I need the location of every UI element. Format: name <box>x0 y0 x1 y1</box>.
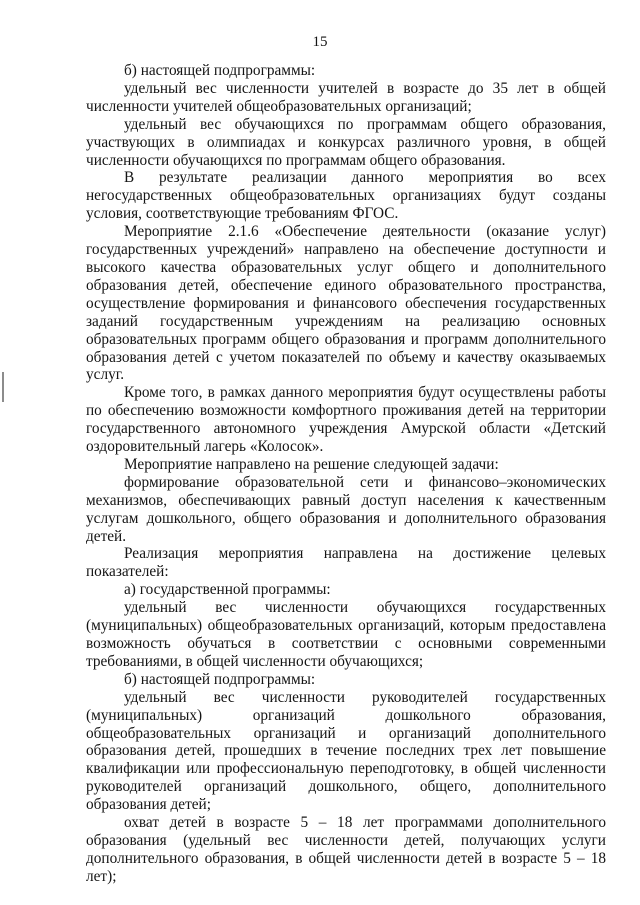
paragraph: формирование образовательной сети и финансово–экономических механизмов, обеспечивающих равный доступ населения к качественным услугам дошкольного, общего образования и дополнительного образования детей. <box>86 473 606 545</box>
paragraph: а) государственной программы: <box>124 581 331 599</box>
paragraph: Кроме того, в рамках данного мероприятия будут осуществлены работы по обеспечению возможности комфортного проживания детей на территории государственного автономного учреждения Амурской области «Детский оздоровительный лагерь «Колосок». <box>86 384 606 456</box>
paragraph: охват детей в возрасте 5 – 18 лет программами дополнительного образования (удельный вес численности детей, получающих услуги дополнительного образования, в общей численности детей в возрасте 5 – 18 лет); <box>86 814 606 885</box>
body-text <box>86 62 606 886</box>
paragraph: удельный вес численности руководителей государственных (муниципальных) организаций дошкольного образования, общеобразовательных организаций и организаций дополнительного образования детей, прошедших в течение последних трех лет повышение квалификации или профессиональную переподготовку, в общей численности руководителей организаций дошкольного, общего, дополнительного образования детей; <box>86 688 606 814</box>
paragraph: В результате реализации данного мероприятия во всех негосударственных общеобразовательных организациях будут созданы условия, соответствующие требованиям ФГОС. <box>86 169 606 223</box>
paragraph: удельный вес численности учителей в возрасте до 35 лет в общей численности учителей общеобразовательных организаций; <box>86 79 606 115</box>
paragraph: Мероприятие 2.1.6 «Обеспечение деятельности (оказание услуг) государственных учреждений» направлено на обеспечение доступности и высокого качества образовательных услуг общего и дополнительного образования детей, обеспечение единого образовательного пространства, осуществление формирования и финансового обеспечения государственных заданий государственным учреждениям на реализацию основных образовательных программ общего образования и программ дополнительного образования детей с учетом показателей по объему и качеству оказываемых услуг. <box>86 223 606 384</box>
page-number: 15 <box>312 34 328 50</box>
paragraph: б) настоящей подпрограммы: <box>124 62 316 79</box>
scan-edge-mark <box>2 372 4 402</box>
paragraph: удельный вес численности обучающихся государственных (муниципальных) общеобразовательных организаций, которым предоставлена возможность обучаться в соответствии с основными современными требованиями, в общей численности обучающихся; <box>86 599 606 670</box>
paragraph: Мероприятие направлено на решение следующей задачи: <box>124 455 499 473</box>
paragraph: удельный вес обучающихся по программам общего образования, участвующих в олимпиадах и конкурсах различного уровня, в общей численности обучающихся по программам общего образования. <box>86 115 606 169</box>
paragraph: б) настоящей подпрограммы: <box>124 670 316 688</box>
paragraph: Реализация мероприятия направлена на достижение целевых показателей: <box>86 545 606 581</box>
